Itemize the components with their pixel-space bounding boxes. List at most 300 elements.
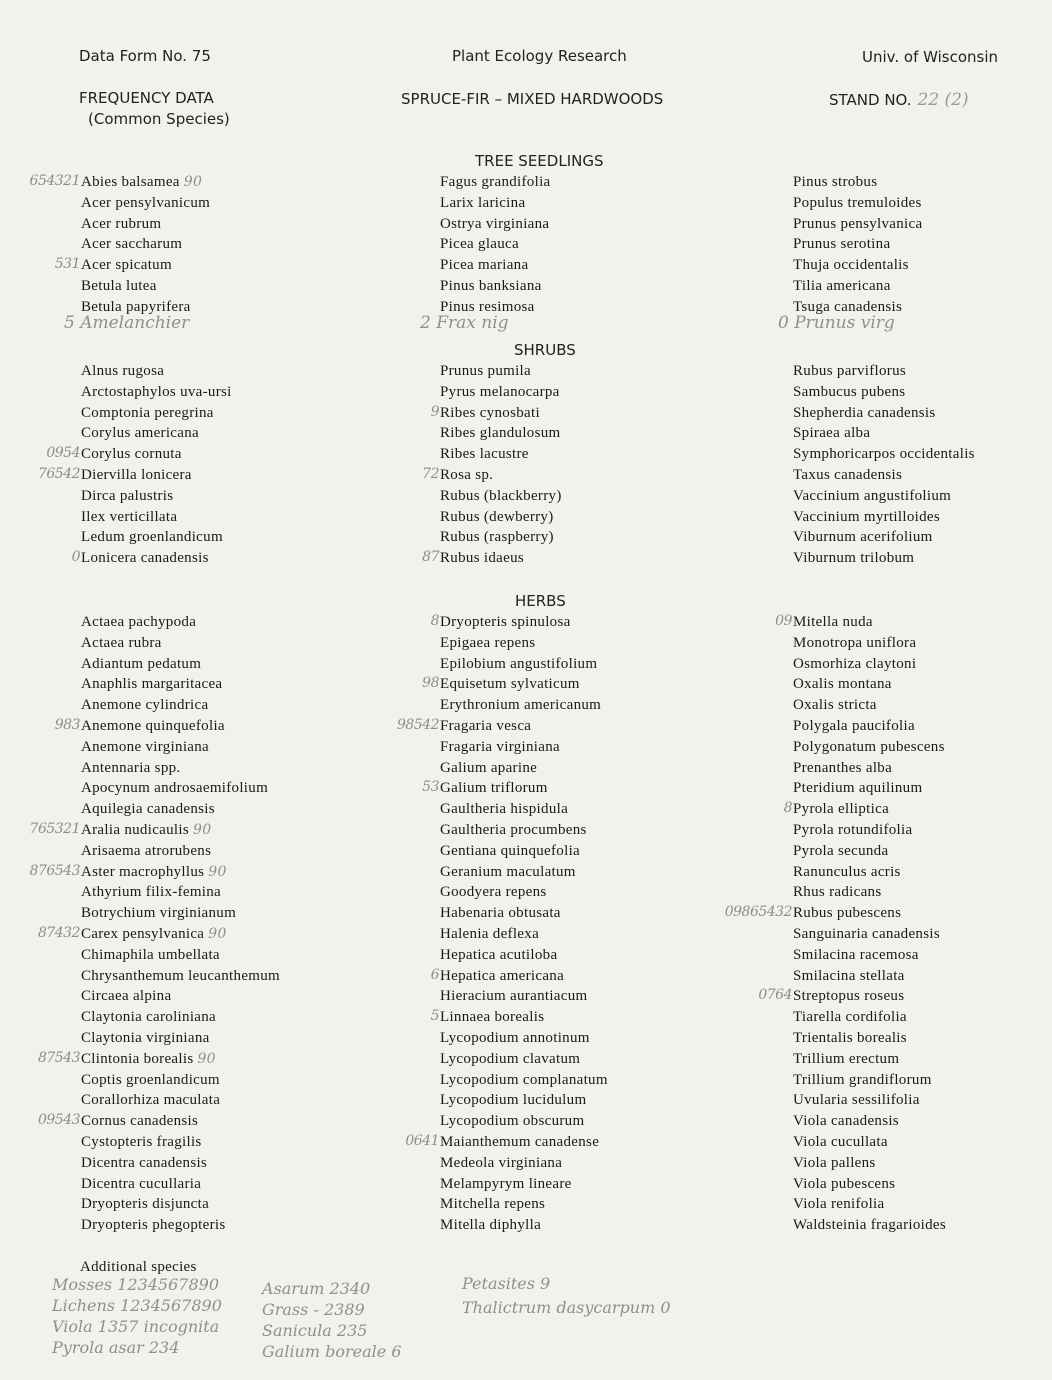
species-name: Claytonia caroliniana xyxy=(81,1009,217,1026)
species-row xyxy=(81,234,210,255)
species-row xyxy=(81,382,232,403)
species-name: Epigaea repens xyxy=(440,634,536,651)
species-row xyxy=(793,486,975,507)
additional-entry: Thalictrum dasycarpum 0 xyxy=(462,1298,671,1317)
species-name: Thuja occidentalis xyxy=(793,257,909,274)
species-name: Waldsteinia fragarioides xyxy=(793,1217,947,1234)
species-row xyxy=(422,674,608,695)
species-name: Athyrium filix-femina xyxy=(81,884,222,901)
species-name: Pyrola rotundifolia xyxy=(793,821,913,838)
section-herbs: HERBS xyxy=(515,592,566,610)
species-row xyxy=(440,234,551,255)
species-name: Prunus pumila xyxy=(440,363,531,379)
species-name: Pyrus melanocarpa xyxy=(440,383,560,400)
species-name: Pyrola secunda xyxy=(793,842,889,859)
species-name: Fragaria vesca xyxy=(440,717,532,734)
species-row xyxy=(440,486,562,507)
species-row xyxy=(81,1215,280,1236)
additional-entry: Galium boreale 6 xyxy=(262,1342,402,1361)
species-name: Lycopodium lucidulum xyxy=(440,1092,587,1109)
species-row xyxy=(422,548,562,569)
species-name: Prenanthes alba xyxy=(793,759,893,776)
species-name: Dirca palustris xyxy=(81,487,174,504)
species-name: Polygala paucifolia xyxy=(793,717,915,734)
handwritten-seedling-note-2: 2 Frax nig xyxy=(420,313,509,333)
tally-note: 5 xyxy=(430,1008,439,1025)
species-row xyxy=(396,716,608,737)
tally-note: 6 xyxy=(430,966,439,983)
tally-note: 765321 xyxy=(29,820,80,837)
species-name: Prunus serotina xyxy=(793,236,891,253)
species-name: Dicentra cucullaria xyxy=(81,1175,202,1192)
species-row xyxy=(81,423,232,444)
species-row xyxy=(793,548,975,569)
additional-entry: Asarum 2340 xyxy=(262,1279,371,1298)
species-row xyxy=(81,695,280,716)
species-row xyxy=(29,820,280,841)
tally-note: 531 xyxy=(54,256,80,273)
species-name: Smilacina racemosa xyxy=(793,946,919,963)
species-row xyxy=(793,1174,946,1195)
species-name: Sambucus pubens xyxy=(793,383,906,400)
species-name: Viburnum acerifolium xyxy=(793,529,933,546)
species-row xyxy=(440,903,608,924)
species-name: Actaea rubra xyxy=(81,634,162,651)
tally-note: 8 xyxy=(430,613,439,629)
species-name: Arctostaphylos uva-ursi xyxy=(81,383,232,400)
species-row xyxy=(793,1049,946,1070)
form-number: Data Form No. 75 xyxy=(79,47,211,65)
species-name: Botrychium virginianum xyxy=(81,905,237,922)
species-name: Lonicera canadensis xyxy=(81,550,209,567)
species-row xyxy=(81,507,232,528)
species-name: Taxus canadensis xyxy=(793,466,903,483)
species-row xyxy=(758,986,946,1007)
tally-note: 09865432 xyxy=(724,904,792,921)
species-name: Hepatica americana xyxy=(440,967,565,984)
species-name: Smilacina stellata xyxy=(793,967,905,984)
species-name: Chrysanthemum leucanthemum xyxy=(81,967,281,984)
tally-note: 654321 xyxy=(29,173,80,189)
frequency-note: 90 xyxy=(192,821,212,838)
species-row xyxy=(440,423,562,444)
species-row xyxy=(440,986,608,1007)
species-name: Acer rubrum xyxy=(81,215,162,232)
species-name: Trillium grandiflorum xyxy=(793,1071,932,1088)
species-name: Vaccinium myrtilloides xyxy=(793,508,940,525)
species-name: Viola renifolia xyxy=(793,1196,885,1213)
species-row xyxy=(440,820,608,841)
species-row xyxy=(793,527,975,548)
species-name: Gaultheria hispidula xyxy=(440,801,569,818)
species-row xyxy=(37,924,280,945)
species-name: Lycopodium complanatum xyxy=(440,1071,608,1088)
species-name: Galium triflorum xyxy=(440,780,548,797)
species-name: Sanguinaria canadensis xyxy=(793,925,940,942)
species-name: Mitchella repens xyxy=(440,1196,546,1213)
species-row xyxy=(440,1090,608,1111)
frequency-note: 90 xyxy=(208,863,227,880)
species-row xyxy=(440,882,608,903)
species-name: Picea glauca xyxy=(440,236,519,253)
species-name: Acer saccharum xyxy=(81,236,183,253)
species-name: Alnus rugosa xyxy=(81,363,165,379)
species-row xyxy=(793,1194,946,1215)
species-name: Ilex verticillata xyxy=(81,508,178,525)
tally-note: 09543 xyxy=(37,1112,80,1129)
shrubs-column-3 xyxy=(793,361,975,569)
species-row xyxy=(71,548,232,569)
species-row xyxy=(793,361,975,382)
frequency-note: 90 xyxy=(208,925,227,942)
species-row xyxy=(440,527,562,548)
species-row xyxy=(793,882,946,903)
species-name: Oxalis montana xyxy=(793,676,892,693)
species-name: Trillium erectum xyxy=(793,1050,900,1067)
species-name: Galium aparine xyxy=(440,759,538,776)
species-row xyxy=(81,799,280,820)
species-row xyxy=(793,1111,946,1132)
species-name: Comptonia peregrina xyxy=(81,404,214,421)
species-row xyxy=(793,1007,946,1028)
species-row xyxy=(81,882,280,903)
species-row xyxy=(440,758,608,779)
species-name: Anemone virginiana xyxy=(81,738,210,755)
species-row xyxy=(793,214,922,235)
species-name: Habenaria obtusata xyxy=(440,905,561,922)
species-name: Viola pubescens xyxy=(793,1175,896,1192)
species-name: Viburnum trilobum xyxy=(793,550,915,567)
species-name: Betula papyrifera xyxy=(81,298,191,315)
species-name: Anaphlis margaritacea xyxy=(81,676,223,693)
species-name: Goodyera repens xyxy=(440,884,547,901)
species-name: Adiantum pedatum xyxy=(81,655,202,672)
frequency-note: 90 xyxy=(197,1050,216,1067)
species-row xyxy=(793,1153,946,1174)
tally-note: 09 xyxy=(775,613,792,629)
species-row xyxy=(81,986,280,1007)
species-row xyxy=(440,654,608,675)
species-name: Coptis groenlandicum xyxy=(81,1071,220,1088)
additional-entry: Mosses 1234567890 xyxy=(52,1275,219,1294)
tally-note: 53 xyxy=(422,779,439,796)
species-row xyxy=(405,1132,608,1153)
species-row xyxy=(783,799,946,820)
species-row xyxy=(430,612,608,633)
species-name: Arisaema atrorubens xyxy=(81,842,212,859)
species-row xyxy=(81,1194,280,1215)
herbs-column-3 xyxy=(724,612,947,1236)
species-row xyxy=(81,1028,280,1049)
herbs-column-2 xyxy=(396,612,608,1236)
species-row xyxy=(440,799,608,820)
species-row xyxy=(440,924,608,945)
species-row xyxy=(440,255,551,276)
species-name: Pteridium aquilinum xyxy=(793,780,923,797)
section-tree-seedlings: TREE SEEDLINGS xyxy=(475,152,604,170)
species-row xyxy=(422,778,608,799)
species-row xyxy=(793,654,946,675)
section-shrubs: SHRUBS xyxy=(514,341,576,359)
species-row xyxy=(37,465,232,486)
species-name: Rubus (raspberry) xyxy=(440,529,554,546)
species-row xyxy=(440,695,608,716)
tally-note: 0954 xyxy=(46,445,80,462)
species-name: Larix laricina xyxy=(440,194,526,211)
species-row xyxy=(430,966,608,987)
species-name: Symphoricarpos occidentalis xyxy=(793,446,975,463)
species-row xyxy=(793,841,946,862)
species-name: Pinus banksiana xyxy=(440,277,542,294)
species-row xyxy=(440,862,608,883)
species-row xyxy=(81,527,232,548)
species-name: Viola canadensis xyxy=(793,1113,899,1130)
species-row xyxy=(81,1090,280,1111)
seedlings-column-1 xyxy=(29,172,211,318)
species-row xyxy=(81,633,280,654)
species-row xyxy=(793,234,922,255)
species-name: Osmorhiza claytoni xyxy=(793,655,917,672)
additional-entry: Grass - 2389 xyxy=(262,1300,365,1319)
species-row xyxy=(440,1049,608,1070)
species-name: Vaccinium angustifolium xyxy=(793,487,952,504)
species-row xyxy=(440,1194,608,1215)
species-name: Carex pensylvanica xyxy=(81,925,205,942)
species-name: Melampyrym lineare xyxy=(440,1175,572,1192)
species-name: Corylus americana xyxy=(81,425,199,442)
species-name: Picea mariana xyxy=(440,257,529,274)
species-row xyxy=(440,276,551,297)
species-name: Medeola virginiana xyxy=(440,1154,563,1171)
tally-note: 0764 xyxy=(758,987,792,1004)
species-name: Pinus resimosa xyxy=(440,298,535,315)
organization: Plant Ecology Research xyxy=(452,47,627,65)
species-name: Rubus idaeus xyxy=(440,550,525,567)
species-row xyxy=(81,276,210,297)
species-row xyxy=(793,924,946,945)
additional-species-label: Additional species xyxy=(80,1259,197,1275)
tally-note: 76542 xyxy=(37,465,80,482)
species-name: Lycopodium annotinum xyxy=(440,1029,590,1046)
species-name: Polygonatum pubescens xyxy=(793,738,945,755)
species-row xyxy=(793,255,922,276)
species-name: Pinus strobus xyxy=(793,174,878,190)
species-row xyxy=(793,737,946,758)
species-row xyxy=(81,1007,280,1028)
species-row xyxy=(775,612,946,633)
species-name: Diervilla lonicera xyxy=(81,466,192,483)
species-row xyxy=(29,862,280,883)
species-row xyxy=(46,444,232,465)
species-row xyxy=(793,1215,946,1236)
species-row xyxy=(81,361,232,382)
species-name: Maianthemum canadense xyxy=(440,1133,600,1150)
species-name: Epilobium angustifolium xyxy=(440,655,598,672)
tally-note: 0 xyxy=(71,549,80,566)
species-row xyxy=(793,276,922,297)
additional-entry: Viola 1357 incognita xyxy=(52,1317,220,1336)
species-name: Acer pensylvanicum xyxy=(81,194,211,211)
species-row xyxy=(81,737,280,758)
species-name: Rubus parviflorus xyxy=(793,363,907,379)
species-name: Fagus grandifolia xyxy=(440,174,551,190)
tally-note: 98542 xyxy=(396,716,439,733)
species-name: Dicentra canadensis xyxy=(81,1154,208,1171)
species-name: Antennaria spp. xyxy=(81,759,181,776)
species-row xyxy=(440,361,562,382)
species-name: Aquilegia canadensis xyxy=(81,801,215,818)
species-name: Gaultheria procumbens xyxy=(440,821,587,838)
species-name: Trientalis borealis xyxy=(793,1029,907,1046)
species-name: Dryopteris disjuncta xyxy=(81,1196,210,1213)
species-name: Dryopteris spinulosa xyxy=(440,614,571,630)
species-row xyxy=(793,966,946,987)
species-name: Pyrola elliptica xyxy=(793,801,890,818)
species-row xyxy=(440,1153,608,1174)
species-name: Erythronium americanum xyxy=(440,697,602,714)
frequency-heading: FREQUENCY DATA xyxy=(79,89,214,107)
species-row xyxy=(440,214,551,235)
species-row xyxy=(793,778,946,799)
additional-entry: Petasites 9 xyxy=(462,1274,551,1293)
species-row xyxy=(422,465,562,486)
species-row xyxy=(440,1028,608,1049)
species-name: Prunus pensylvanica xyxy=(793,215,923,232)
species-name: Apocynum androsaemifolium xyxy=(81,780,269,797)
species-name: Oxalis stricta xyxy=(793,697,877,714)
species-row xyxy=(81,1070,280,1091)
species-row xyxy=(793,633,946,654)
species-row xyxy=(440,1215,608,1236)
tally-note: 72 xyxy=(422,465,439,482)
species-name: Equisetum sylvaticum xyxy=(440,676,580,693)
tally-note: 87543 xyxy=(37,1049,80,1066)
species-row xyxy=(81,945,280,966)
tally-note: 9 xyxy=(430,403,439,420)
species-name: Cornus canadensis xyxy=(81,1113,199,1130)
species-name: Hieracium aurantiacum xyxy=(440,988,588,1005)
species-name: Streptopus roseus xyxy=(793,988,905,1005)
tally-note: 983 xyxy=(54,716,80,733)
species-row xyxy=(793,403,975,424)
species-name: Aster macrophyllus xyxy=(81,863,205,880)
species-row xyxy=(440,382,562,403)
species-row xyxy=(81,966,280,987)
species-row xyxy=(81,214,210,235)
species-row xyxy=(793,507,975,528)
species-name: Rosa sp. xyxy=(440,466,494,483)
tally-note: 87432 xyxy=(37,924,80,941)
species-row xyxy=(793,1070,946,1091)
species-row xyxy=(793,695,946,716)
species-row xyxy=(793,1090,946,1111)
species-row xyxy=(793,716,946,737)
species-row xyxy=(793,444,975,465)
species-name: Geranium maculatum xyxy=(440,863,576,880)
tally-note: 98 xyxy=(422,675,439,692)
species-row xyxy=(81,612,280,633)
species-row xyxy=(81,674,280,695)
species-name: Gentiana quinquefolia xyxy=(440,842,581,859)
tally-note: 0641 xyxy=(405,1132,439,1149)
species-row xyxy=(54,255,210,276)
species-name: Tilia americana xyxy=(793,277,891,294)
species-row xyxy=(440,1174,608,1195)
species-row xyxy=(793,1132,946,1153)
shrubs-column-1 xyxy=(37,361,232,569)
species-row xyxy=(440,1070,608,1091)
species-name: Clintonia borealis xyxy=(81,1050,194,1067)
species-name: Spiraea alba xyxy=(793,425,871,442)
species-row xyxy=(440,172,551,193)
species-name: Ribes glandulosum xyxy=(440,425,561,442)
species-row xyxy=(440,193,551,214)
species-name: Circaea alpina xyxy=(81,988,172,1005)
tally-note: 8 xyxy=(783,800,792,817)
additional-handwritten-col-2 xyxy=(262,1278,402,1362)
species-row xyxy=(793,862,946,883)
species-row xyxy=(793,172,922,193)
stand-label: STAND NO. xyxy=(829,91,912,109)
species-name: Shepherdia canadensis xyxy=(793,404,936,421)
species-name: Tsuga canadensis xyxy=(793,298,903,315)
species-row xyxy=(440,737,608,758)
tally-note: 87 xyxy=(422,549,439,566)
species-row xyxy=(793,465,975,486)
species-name: Mitella nuda xyxy=(793,614,873,630)
species-row xyxy=(81,486,232,507)
tally-note: 876543 xyxy=(29,862,80,879)
species-name: Rubus (blackberry) xyxy=(440,487,562,504)
species-name: Ribes cynosbati xyxy=(440,404,540,421)
additional-handwritten-col-1 xyxy=(52,1274,222,1358)
species-name: Linnaea borealis xyxy=(440,1009,545,1026)
species-row xyxy=(81,758,280,779)
form-title: SPRUCE-FIR – MIXED HARDWOODS xyxy=(401,90,664,108)
species-name: Lycopodium obscurum xyxy=(440,1113,585,1130)
frequency-subheading: (Common Species) xyxy=(88,110,230,128)
species-row xyxy=(81,1132,280,1153)
species-row xyxy=(440,1111,608,1132)
species-name: Actaea pachypoda xyxy=(81,614,197,630)
species-row xyxy=(724,903,946,924)
species-name: Mitella diphylla xyxy=(440,1217,542,1234)
species-name: Aralia nudicaulis xyxy=(81,821,189,838)
species-row xyxy=(440,841,608,862)
species-row xyxy=(793,945,946,966)
species-name: Anemone quinquefolia xyxy=(81,717,225,734)
species-name: Halenia deflexa xyxy=(440,925,540,942)
seedlings-column-3 xyxy=(793,172,922,318)
species-name: Abies balsamea xyxy=(81,174,180,190)
species-name: Hepatica acutiloba xyxy=(440,946,558,963)
species-row xyxy=(793,382,975,403)
species-name: Corylus cornuta xyxy=(81,446,182,463)
species-name: Populus tremuloides xyxy=(793,194,922,211)
species-row xyxy=(37,1049,280,1070)
species-name: Anemone cylindrica xyxy=(81,697,209,714)
species-row xyxy=(793,193,922,214)
shrubs-column-2 xyxy=(422,361,562,569)
species-name: Betula lutea xyxy=(81,277,157,294)
species-name: Viola pallens xyxy=(793,1154,876,1171)
species-row xyxy=(793,820,946,841)
species-row xyxy=(793,674,946,695)
species-row xyxy=(54,716,280,737)
stand-number xyxy=(829,90,969,110)
species-name: Uvularia sessilifolia xyxy=(793,1092,920,1109)
species-row xyxy=(81,903,280,924)
